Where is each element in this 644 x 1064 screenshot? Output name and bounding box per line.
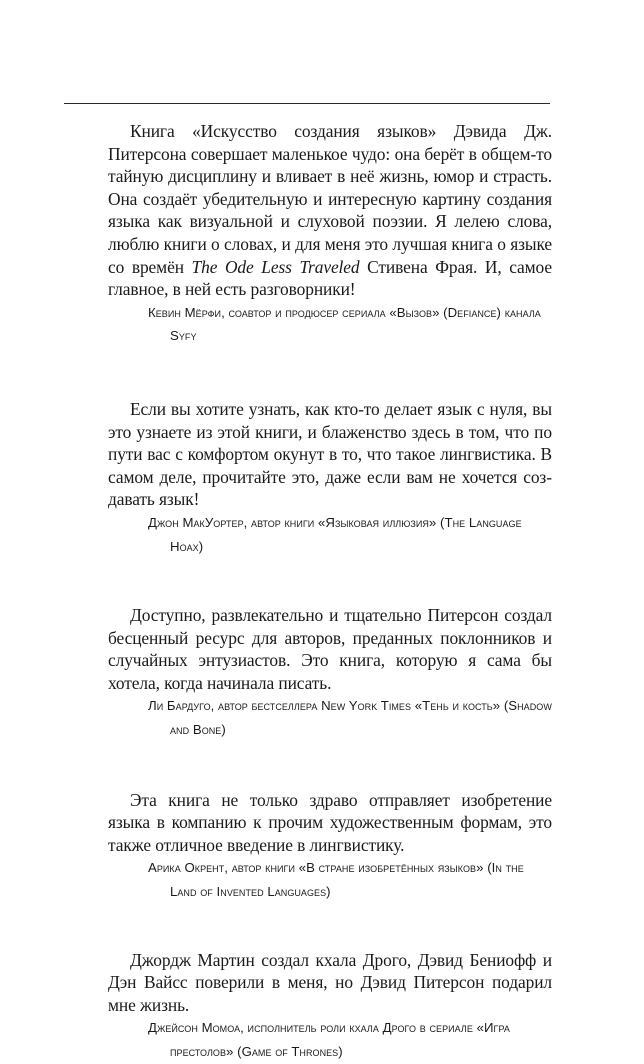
blurb-2-attribution: Джон МакУортер, автор книги «Языковая иллюзия» (The Language Hoax) bbox=[148, 514, 522, 554]
blurb-1-attribution: Кевин Мёрфи, соавтор и продюсер сериала «Вызов» (Defiance) канала Syfy bbox=[148, 304, 541, 344]
blurb-1-quote: Книга «Искусство создания языков» Дэвида Дж. Питерсона совершает маленькое чудо: она берёт в общем-то тайную дисциплину и вливает в неё жизнь, юмор и страсть. Она создаёт убедительную и интересную картину создания языка как визуальной и слуховой поэзии. Я лелею слова, люблю книги о словах, и для меня это лучшая книга о языке со времён The Ode Less Traveled Стивена Фрая. И, самое главное, в ней есть разговорники! bbox=[108, 121, 552, 300]
blurb-3-attribution: Ли Бардуго, автор бестселлера New York Times «Тень и кость» (Shadow and Bone) bbox=[148, 698, 552, 738]
header-rule bbox=[64, 103, 550, 104]
blurb-4 bbox=[108, 789, 552, 904]
blurb-3-quote: Доступно, развлекательно и тщательно Питерсон создал бесценный ресурс для авторов, преданных поклонников и случайных энтузиастов. Это книга, которую я сама бы хотела, когда начинала писать. bbox=[108, 605, 552, 693]
blurb-3 bbox=[108, 604, 552, 742]
blurb-5 bbox=[108, 949, 552, 1064]
blurb-1 bbox=[108, 120, 552, 348]
blurb-4-attribution: Арика Окрент, автор книги «В стране изобретённых языков» (In the Land of Invented Languages) bbox=[148, 860, 524, 900]
blurb-5-attribution: Джейсон Момоа, исполнитель роли кхала Дрого в сериале «Игра престолов» (Game of Thrones) bbox=[148, 1020, 510, 1059]
blurb-5-quote: Джордж Мартин создал кхала Дрого, Дэвид Бениофф и Дэн Вайсс поверили в меня, но Дэвид Питерсон подарил мне жизнь. bbox=[108, 949, 552, 1015]
blurb-list bbox=[108, 120, 552, 1064]
blurb-4-quote: Эта книга не только здраво отправляет изобретение языка в компанию к прочим художественным формам, это также отличное введение в лингвистику. bbox=[108, 789, 552, 855]
book-title-italic: The Ode Less Traveled bbox=[191, 256, 360, 277]
blurb-2 bbox=[108, 398, 552, 558]
blurb-2-quote: Если вы хотите узнать, как кто-то делает язык с нуля, вы это узнаете из этой книги, и блаженство здесь в том, что по пути вас с комфортом окунут в то, что такое лингвистика. В самом деле, прочитайте это, даже если вам не хочется создавать язык! bbox=[108, 398, 552, 510]
